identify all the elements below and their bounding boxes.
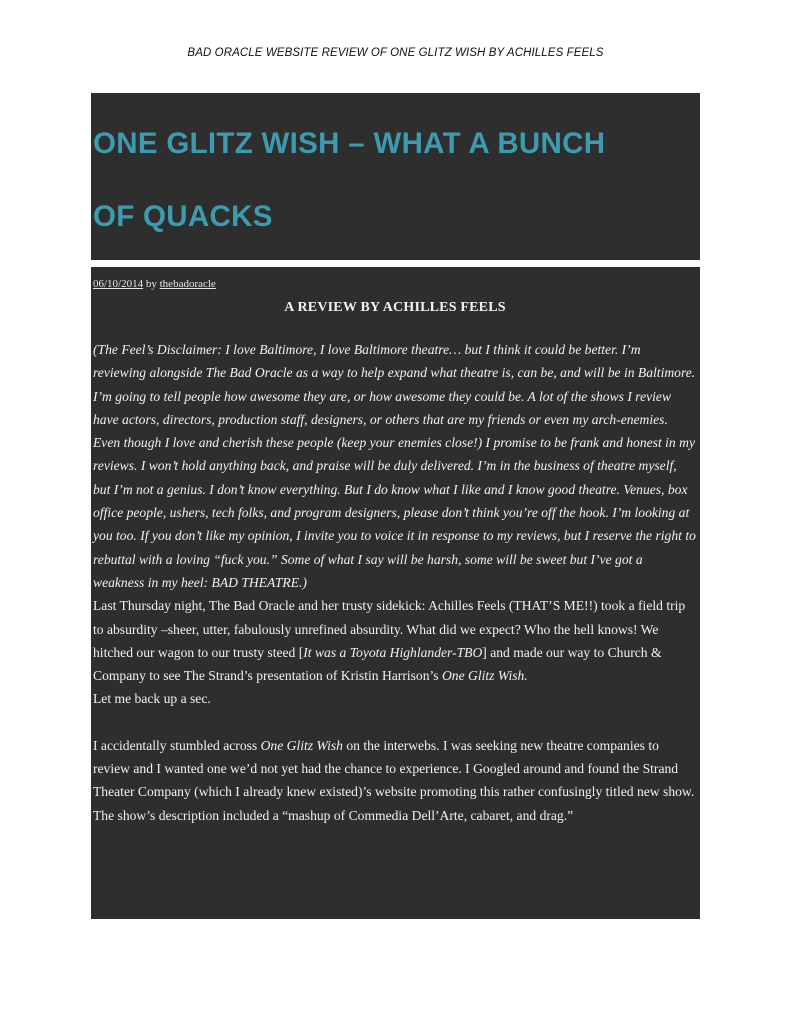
paragraph-field-trip-text-b: ] and made our way to Church & Company to see The Strand’s presentation of Kristin Harrison’s [93,644,662,684]
post-title-banner [91,93,700,260]
paragraph-field-trip-aside: It was a Toyota Highlander-TBO [303,644,483,660]
paragraph-stumbled-text-a: I accidentally stumbled across [93,737,261,753]
article-body [91,267,700,919]
post-title [91,93,700,253]
post-by-word: by [145,278,157,290]
post-title-line-1: ONE GLITZ WISH – WHAT A BUNCH [93,127,606,160]
paragraph-stumbled-text-b: on the interwebs. I was seeking new theatre companies to review and I wanted one we’d not yet had the chance to experience. I Googled around and found the Strand Theater Company (which I already knew existed)’s website promoting this rather confusingly titled new show. The show’s description included a “mashup of Commedia Dell’Arte, cabaret, and drag.” [93,737,695,823]
paragraph-back-up: Let me back up a sec. [93,691,211,707]
paragraph-field-trip-show-title: One Glitz Wish. [441,668,528,684]
paragraph-field-trip-text-a: Last Thursday night, The Bad Oracle and her trusty sidekick: Achilles Feels (THAT’S ME!!) took a field trip to absurdity –sheer, utter, fabulously unrefined absurdity. What did we expect? Who the hell knows! We hitched our wagon to our trusty steed [ [93,598,686,660]
post-author-link[interactable]: thebadoracle [159,278,216,290]
paragraph-stumbled [93,734,697,827]
disclaimer-paragraph: (The Feel’s Disclaimer: I love Baltimore, I love Baltimore theatre… but I think it could be better. I’m reviewing alongside The Bad Oracle as a way to help expand what theatre is, can be, and will be in Baltimore. I’m going to tell people how awesome they are, or how awesome they could be. A lot of the shows I review have actors, directors, production staff, designers, or others that are my friends or even my arch-enemies. Even though I love and cherish these people (keep your enemies close!) I promise to be frank and honest in my reviews. I won’t hold anything back, and praise will be duly delivered. I’m in the business of theatre myself, but I’m not a genius. I don’t know everything. But I do know what I like and I know good theatre. Venues, box office people, ushers, tech folks, and program designers, please don’t think you’re off the hook. I’m looking at you too. If you don’t like my opinion, I invite you to voice it in response to my reviews, but I reserve the right to rebuttal with a loving “fuck you.” Some of what I say will be harsh, some will be sweet but I’ve got a weakness in my heel: BAD THEATRE.) [93,342,696,590]
running-header: BAD ORACLE WEBSITE REVIEW OF ONE GLITZ WISH BY ACHILLES FEELS [187,47,604,59]
paragraph-field-trip [93,594,697,687]
paragraph-stumbled-show-title: One Glitz Wish [260,737,343,753]
paragraph-spacer [93,711,697,734]
review-byline: A REVIEW BY ACHILLES FEELS [284,300,506,315]
post-date-link[interactable]: 06/10/2014 [93,278,144,290]
post-title-line-2: OF QUACKS [93,200,273,233]
post-meta [93,275,697,293]
